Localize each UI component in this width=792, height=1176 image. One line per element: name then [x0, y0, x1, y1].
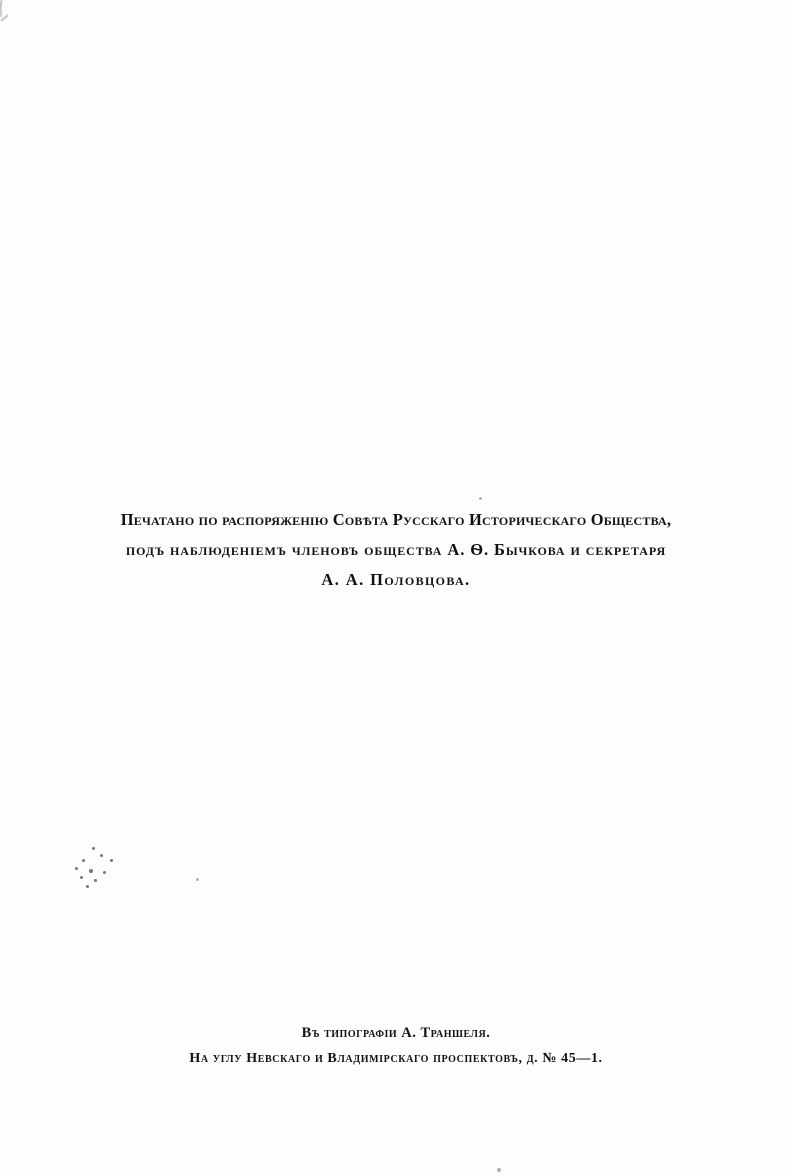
scan-artifact-mark [0, 9, 2, 17]
imprint-line-3: А. А. Половцова. [321, 570, 471, 589]
scan-speck-cluster [70, 845, 130, 895]
imprint-line-1: Печатано по распоряженію Совѣта Русскаго Историческаго Общества, [120, 510, 672, 529]
printer-address: На углу Невскаго и Владимірскаго проспектовъ, д. № 45—1. [189, 1051, 603, 1066]
scan-speck [479, 497, 482, 500]
printer-name: Въ типографіи А. Траншеля. [301, 1025, 491, 1041]
scan-speck [196, 878, 199, 881]
scan-speck [497, 1168, 501, 1172]
scan-artifact-mark [0, 0, 3, 9]
imprint-statement [0, 505, 792, 595]
printer-colophon [0, 1020, 792, 1072]
imprint-line-2: подъ наблюденіемъ членовъ общества А. Ѳ. Бычкова и секретаря [125, 540, 667, 559]
